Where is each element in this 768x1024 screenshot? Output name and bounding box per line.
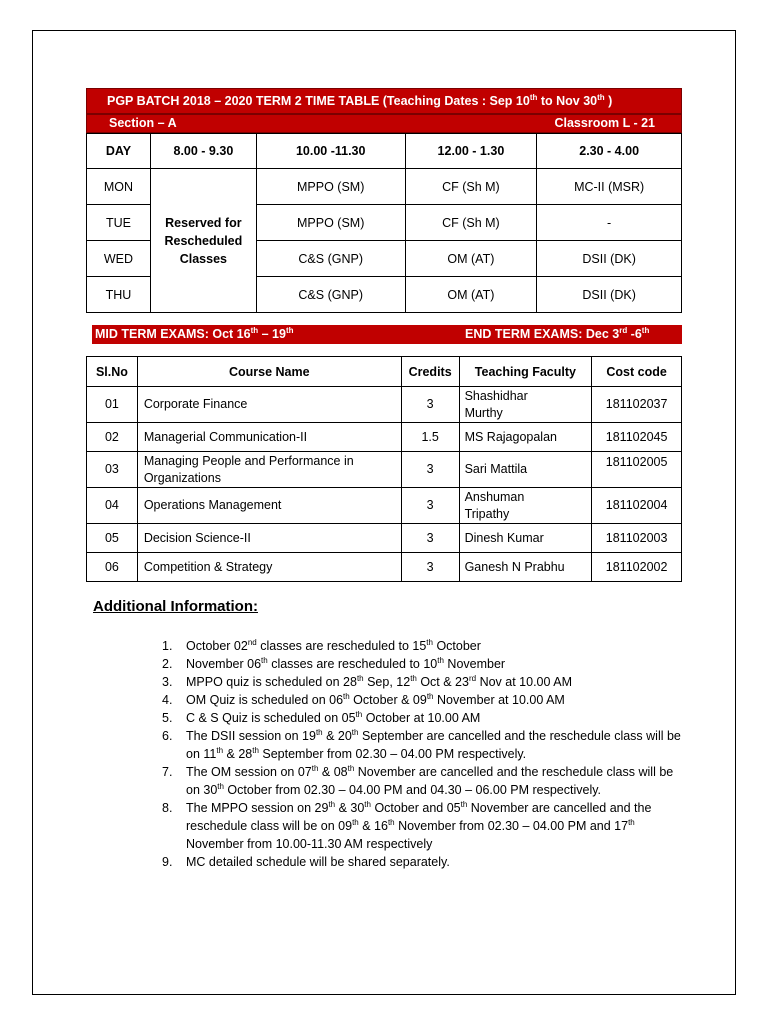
course-name: Operations Management	[137, 488, 401, 524]
info-item-number: 5.	[162, 711, 173, 725]
course-number: 03	[87, 452, 138, 488]
section-banner	[86, 114, 682, 133]
section-label: Section – A	[109, 116, 177, 130]
info-item: 8. The MPPO session on 29th & 30th October and 05th November are cancelled and the reschedule class will be on 09th & 16th November from 02.30 – 04.00 PM and 17th November from 10.00-11.30 AM respectively	[162, 799, 652, 851]
class-cell: OM (AT)	[405, 277, 537, 313]
course-credits: 1.5	[401, 423, 459, 452]
class-cell: MPPO (SM)	[256, 169, 405, 205]
course-row	[87, 387, 682, 423]
course-number: 05	[87, 524, 138, 553]
course-number: 04	[87, 488, 138, 524]
course-number: 01	[87, 387, 138, 423]
course-faculty: Shashidhar Murthy	[459, 387, 592, 423]
class-cell: C&S (GNP)	[256, 241, 405, 277]
header-slot-1: 8.00 - 9.30	[150, 134, 256, 169]
info-item-number: 7.	[162, 765, 173, 779]
additional-info-heading: Additional Information:	[93, 598, 258, 615]
info-item: 6. The DSII session on 19th & 20th September are cancelled and the reschedule class will be on 11th & 28th September from 02.30 – 04.00 PM respectively.	[162, 727, 681, 761]
course-row	[87, 488, 682, 524]
info-item-number: 1.	[162, 639, 173, 653]
info-item-number: 3.	[162, 675, 173, 689]
info-item-number: 8.	[162, 801, 173, 815]
class-cell: CF (Sh M)	[405, 205, 537, 241]
mid-term-exams: MID TERM EXAMS: Oct 16th – 19th	[95, 325, 294, 341]
header-slot-3: 12.00 - 1.30	[405, 134, 537, 169]
info-item-number: 9.	[162, 855, 173, 869]
timetable-title-banner: PGP BATCH 2018 – 2020 TERM 2 TIME TABLE (Teaching Dates : Sep 10th to Nov 30th )	[86, 88, 682, 114]
additional-info-list	[162, 637, 682, 871]
info-item: 9. MC detailed schedule will be shared separately.	[162, 855, 450, 869]
course-credits: 3	[401, 488, 459, 524]
timetable	[86, 133, 682, 313]
course-name: Competition & Strategy	[137, 553, 401, 582]
course-credits: 3	[401, 387, 459, 423]
course-row	[87, 553, 682, 582]
course-faculty: Ganesh N Prabhu	[459, 553, 592, 582]
course-row	[87, 423, 682, 452]
class-cell: -	[537, 205, 682, 241]
day-cell: TUE	[87, 205, 151, 241]
course-cost-code: 181102002	[592, 553, 682, 582]
exams-banner	[92, 325, 682, 344]
course-credits: 3	[401, 553, 459, 582]
header-faculty: Teaching Faculty	[459, 357, 592, 387]
class-cell: MPPO (SM)	[256, 205, 405, 241]
course-number: 06	[87, 553, 138, 582]
info-item: 2. November 06th classes are rescheduled to 10th November	[162, 655, 506, 671]
info-item-number: 6.	[162, 729, 173, 743]
header-credits: Credits	[401, 357, 459, 387]
header-slot-2: 10.00 -11.30	[256, 134, 405, 169]
header-day: DAY	[87, 134, 151, 169]
day-cell: WED	[87, 241, 151, 277]
class-cell: DSII (DK)	[537, 277, 682, 313]
end-term-exams: END TERM EXAMS: Dec 3rd -6th	[465, 325, 650, 341]
course-table	[86, 356, 682, 582]
info-item: 3. MPPO quiz is scheduled on 28th Sep, 12th Oct & 23rd Nov at 10.00 AM	[162, 673, 572, 689]
header-slot-4: 2.30 - 4.00	[537, 134, 682, 169]
class-cell: MC-II (MSR)	[537, 169, 682, 205]
timetable-row-mon	[87, 169, 682, 205]
info-item: 5. C & S Quiz is scheduled on 05th October at 10.00 AM	[162, 709, 481, 725]
course-faculty: MS Rajagopalan	[459, 423, 592, 452]
info-item-number: 4.	[162, 693, 173, 707]
course-faculty: Dinesh Kumar	[459, 524, 592, 553]
course-name: Decision Science-II	[137, 524, 401, 553]
course-row	[87, 452, 682, 488]
day-cell: THU	[87, 277, 151, 313]
info-item-number: 2.	[162, 657, 173, 671]
course-row	[87, 524, 682, 553]
course-faculty: Anshuman Tripathy	[459, 488, 592, 524]
info-item: 4. OM Quiz is scheduled on 06th October & 09th November at 10.00 AM	[162, 691, 565, 707]
course-credits: 3	[401, 452, 459, 488]
course-cost-code: 181102003	[592, 524, 682, 553]
header-slno: Sl.No	[87, 357, 138, 387]
course-cost-code: 181102037	[592, 387, 682, 423]
header-cost-code: Cost code	[592, 357, 682, 387]
header-course-name: Course Name	[137, 357, 401, 387]
course-header-row	[87, 357, 682, 387]
class-cell: DSII (DK)	[537, 241, 682, 277]
timetable-header-row	[87, 134, 682, 169]
course-name: Managerial Communication-II	[137, 423, 401, 452]
course-name: Corporate Finance	[137, 387, 401, 423]
course-cost-code: 181102004	[592, 488, 682, 524]
classroom-label: Classroom L - 21	[554, 116, 655, 130]
info-item: 7. The OM session on 07th & 08th November are cancelled and the reschedule class will be on 30th October from 02.30 – 04.00 PM and 04.30 – 06.00 PM respectively.	[162, 763, 674, 797]
course-credits: 3	[401, 524, 459, 553]
course-cost-code: 181102005	[592, 452, 682, 488]
course-cost-code: 181102045	[592, 423, 682, 452]
class-cell: C&S (GNP)	[256, 277, 405, 313]
course-name: Managing People and Performance in Organizations	[137, 452, 401, 488]
reserved-slot-cell: Reserved for Rescheduled Classes	[150, 169, 256, 313]
day-cell: MON	[87, 169, 151, 205]
course-number: 02	[87, 423, 138, 452]
class-cell: OM (AT)	[405, 241, 537, 277]
info-item: 1. October 02nd classes are rescheduled to 15th October	[162, 637, 481, 653]
class-cell: CF (Sh M)	[405, 169, 537, 205]
course-faculty: Sari Mattila	[459, 452, 592, 488]
